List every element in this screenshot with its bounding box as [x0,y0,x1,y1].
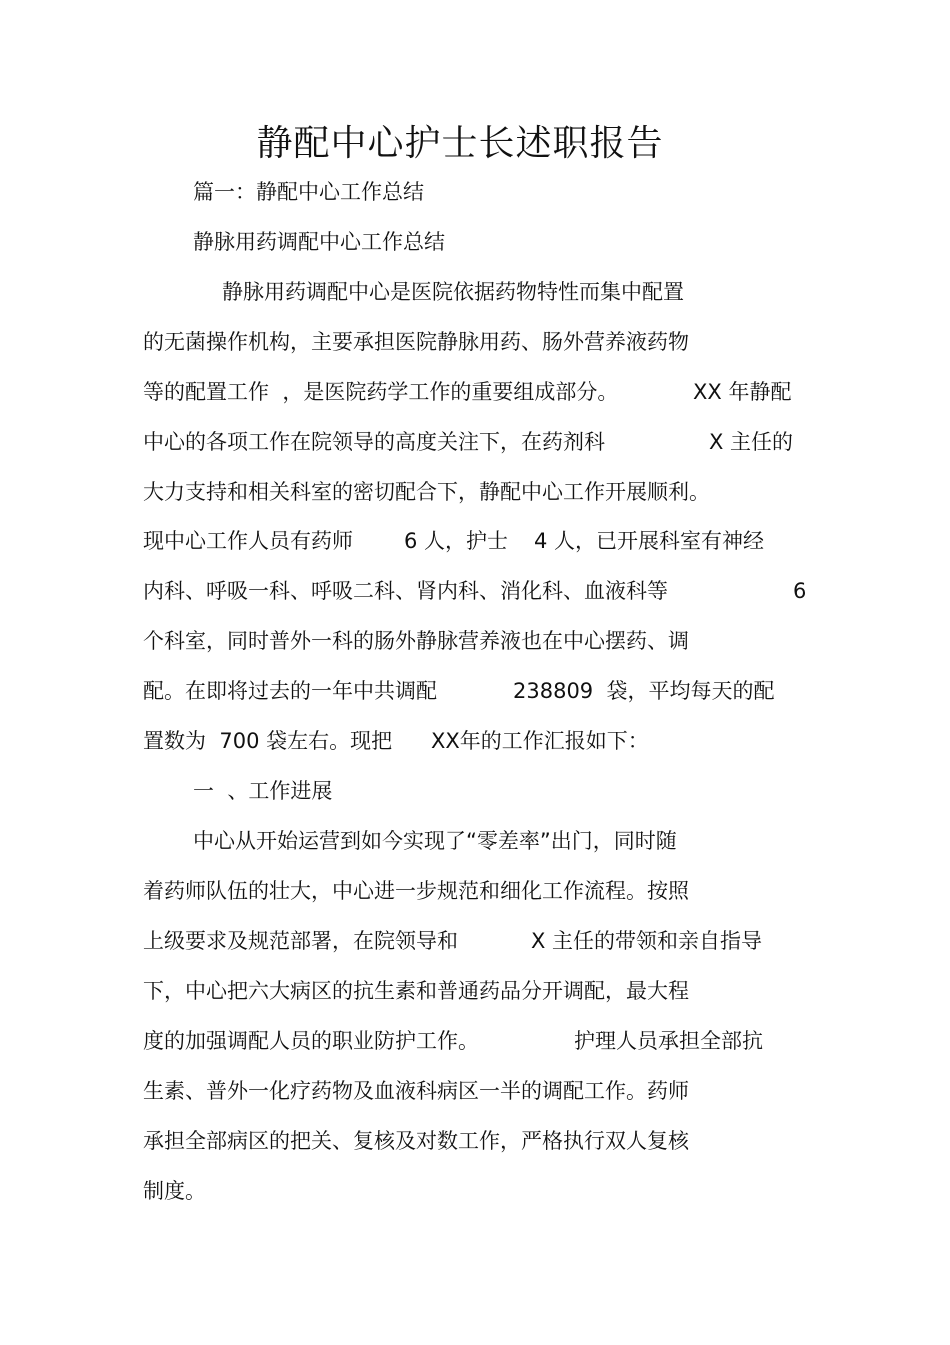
section-heading: 静脉用药调配中心工作总结 [193,230,445,254]
paragraph-line-fragment: XX年的工作汇报如下： [431,729,649,753]
paragraph-line: 静脉用药调配中心是医院依据药物特性而集中配置 [222,280,684,304]
paragraph-line: 中心的各项工作在院领导的高度关注下，在药剂科 [143,430,605,454]
paragraph-line: 的无菌操作机构，主要承担医院静脉用药、肠外营养液药物 [143,330,689,354]
paragraph-line: 个科室，同时普外一科的肠外静脉营养液也在中心摆药、调 [143,629,689,653]
document-subtitle: 篇一：静配中心工作总结 [193,180,424,204]
paragraph-line: 着药师队伍的壮大，中心进一步规范和细化工作流程。按照 [143,879,689,903]
paragraph-line: 现中心工作人员有药师 [143,529,353,553]
paragraph-line: 度的加强调配人员的职业防护工作。 [143,1029,479,1053]
paragraph-line-fragment: 护理人员承担全部抗 [574,1029,763,1053]
paragraph-line: 等的配置工作 ，是医院药学工作的重要组成部分。 [143,380,619,404]
paragraph-line: 上级要求及规范部署，在院领导和 [143,929,458,953]
paragraph-line: 中心从开始运营到如今实现了“零差率”出门，同时随 [193,829,677,853]
paragraph-line-fragment: X 主任的 [709,430,794,454]
paragraph-line-fragment: 6 人，护士 [404,529,509,553]
paragraph-line-fragment: 238809 袋，平均每天的配 [513,679,775,703]
paragraph-line: 制度。 [143,1179,206,1203]
paragraph-line: 下，中心把六大病区的抗生素和普通药品分开调配，最大程 [143,979,689,1003]
paragraph-line-fragment: X 主任的带领和亲自指导 [531,929,763,953]
paragraph-line: 承担全部病区的把关、复核及对数工作，严格执行双人复核 [143,1129,689,1153]
document-title: 静配中心护士长述职报告 [256,123,664,164]
paragraph-line: 生素、普外一化疗药物及血液科病区一半的调配工作。药师 [143,1079,689,1103]
paragraph-line-fragment: 4 人，已开展科室有神经 [534,529,765,553]
heading-one: 一 、工作进展 [193,779,333,803]
paragraph-line-fragment: XX 年静配 [693,380,792,404]
paragraph-line: 置数为 700 袋左右。现把 [143,729,393,753]
paragraph-line: 大力支持和相关科室的密切配合下，静配中心工作开展顺利。 [143,480,710,504]
paragraph-line: 配。在即将过去的一年中共调配 [143,679,437,703]
paragraph-line: 内科、呼吸一科、呼吸二科、肾内科、消化科、血液科等 [143,579,668,603]
paragraph-line-fragment: 6 [793,579,807,603]
